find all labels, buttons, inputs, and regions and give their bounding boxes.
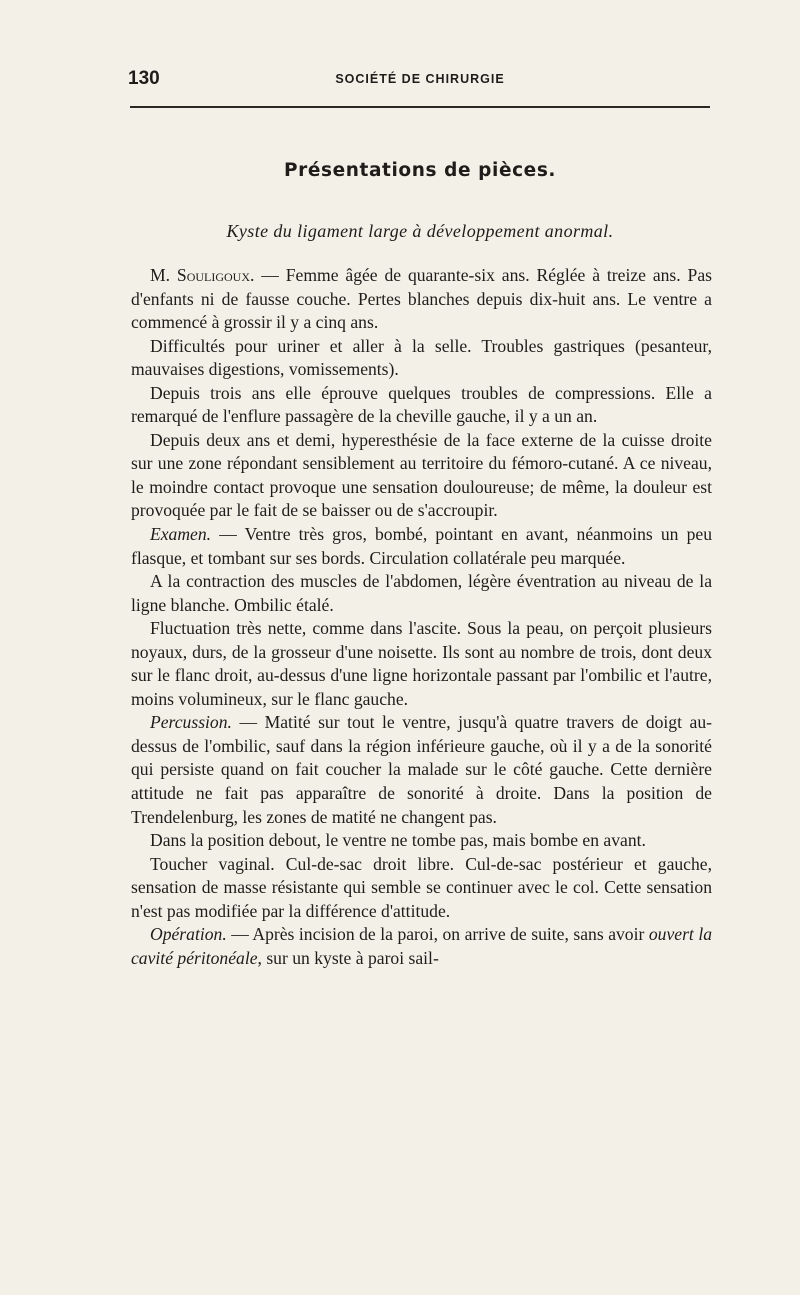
paragraph: Toucher vaginal. Cul-de-sac droit libre. Cul-de-sac postérieur et gauche, sensation de masse résistante qui semble se continuer avec le col. Cette sensation n'est pas modifiée par la différence d'attitude.: [131, 853, 712, 921]
paragraph: Fluctuation très nette, comme dans l'ascite. Sous la peau, on perçoit plusieurs noyaux, durs, de la grosseur d'une noisette. Ils sont au nombre de trois, dont deux sur le flanc droit, au-dessus d'une ligne horizontale passant par l'ombilic et l'autre, moins volumineux, sur le flanc gauche.: [131, 618, 712, 709]
paragraph: Difficultés pour uriner et aller à la selle. Troubles gastriques (pesanteur, mauvaises digestions, vomissements).: [131, 335, 712, 380]
paragraph: Dans la position debout, le ventre ne tombe pas, mais bombe en avant.: [150, 830, 646, 851]
paragraph: M. Souligoux. — Femme âgée de quarante-six ans. Réglée à treize ans. Pas d'enfants ni de fausse couche. Pertes blanches depuis dix-huit ans. Le ventre a commencé à grossir il y a cinq ans.: [131, 265, 712, 333]
paragraph: A la contraction des muscles de l'abdomen, légère éventration au niveau de la ligne blanche. Ombilic étalé.: [131, 571, 712, 615]
paragraph: Depuis deux ans et demi, hyperesthésie de la face externe de la cuisse droite sur une zone répondant sensiblement au territoire du fémoro-cutané. A ce niveau, le moindre contact provoque une sensation douloureuse; de même, la douleur est provoquée par le fait de se baisser ou de s'accroupir.: [131, 429, 712, 521]
paragraph-lead: Examen.: [150, 524, 212, 545]
emphasis: ouvert la cavité péritonéale: [131, 924, 712, 968]
paragraph: Percussion. — Matité sur tout le ventre, jusqu'à quatre travers de doigt au-dessus de l'ombilic, sauf dans la région inférieure gauche, où il y a de la sonorité qui persiste quand on fait coucher la malade sur le côté gauche. Cette dernière attitude ne fait pas apparaître de sonorité à droite. Dans la position de Trendelenburg, les zones de matité ne changent pas.: [131, 712, 712, 827]
body-text: [131, 264, 712, 970]
running-title: SOCIÉTÉ DE CHIRURGIE: [335, 72, 505, 86]
page-number: 130: [128, 68, 160, 89]
paragraph: Depuis trois ans elle éprouve quelques troubles de compressions. Elle a remarqué de l'enflure passagère de la cheville gauche, il y a un an.: [131, 382, 712, 427]
header-rule: [130, 106, 710, 108]
paragraph: Opération. — Après incision de la paroi, on arrive de suite, sans avoir ouvert la cavité péritonéale, sur un kyste à paroi sail-: [131, 924, 712, 968]
paragraph-lead: Percussion.: [150, 712, 232, 733]
section-title: Présentations de pièces.: [283, 160, 557, 181]
article-subtitle: Kyste du ligament large à développement anormal.: [226, 221, 614, 241]
running-head: [128, 68, 712, 94]
paragraph: Examen. — Ventre très gros, bombé, pointant en avant, néanmoins un peu flasque, et tombant sur ses bords. Circulation collatérale peu marquée.: [131, 524, 712, 568]
author-name: M. Souligoux.: [150, 265, 255, 285]
paragraph-lead: Opération.: [150, 924, 227, 945]
